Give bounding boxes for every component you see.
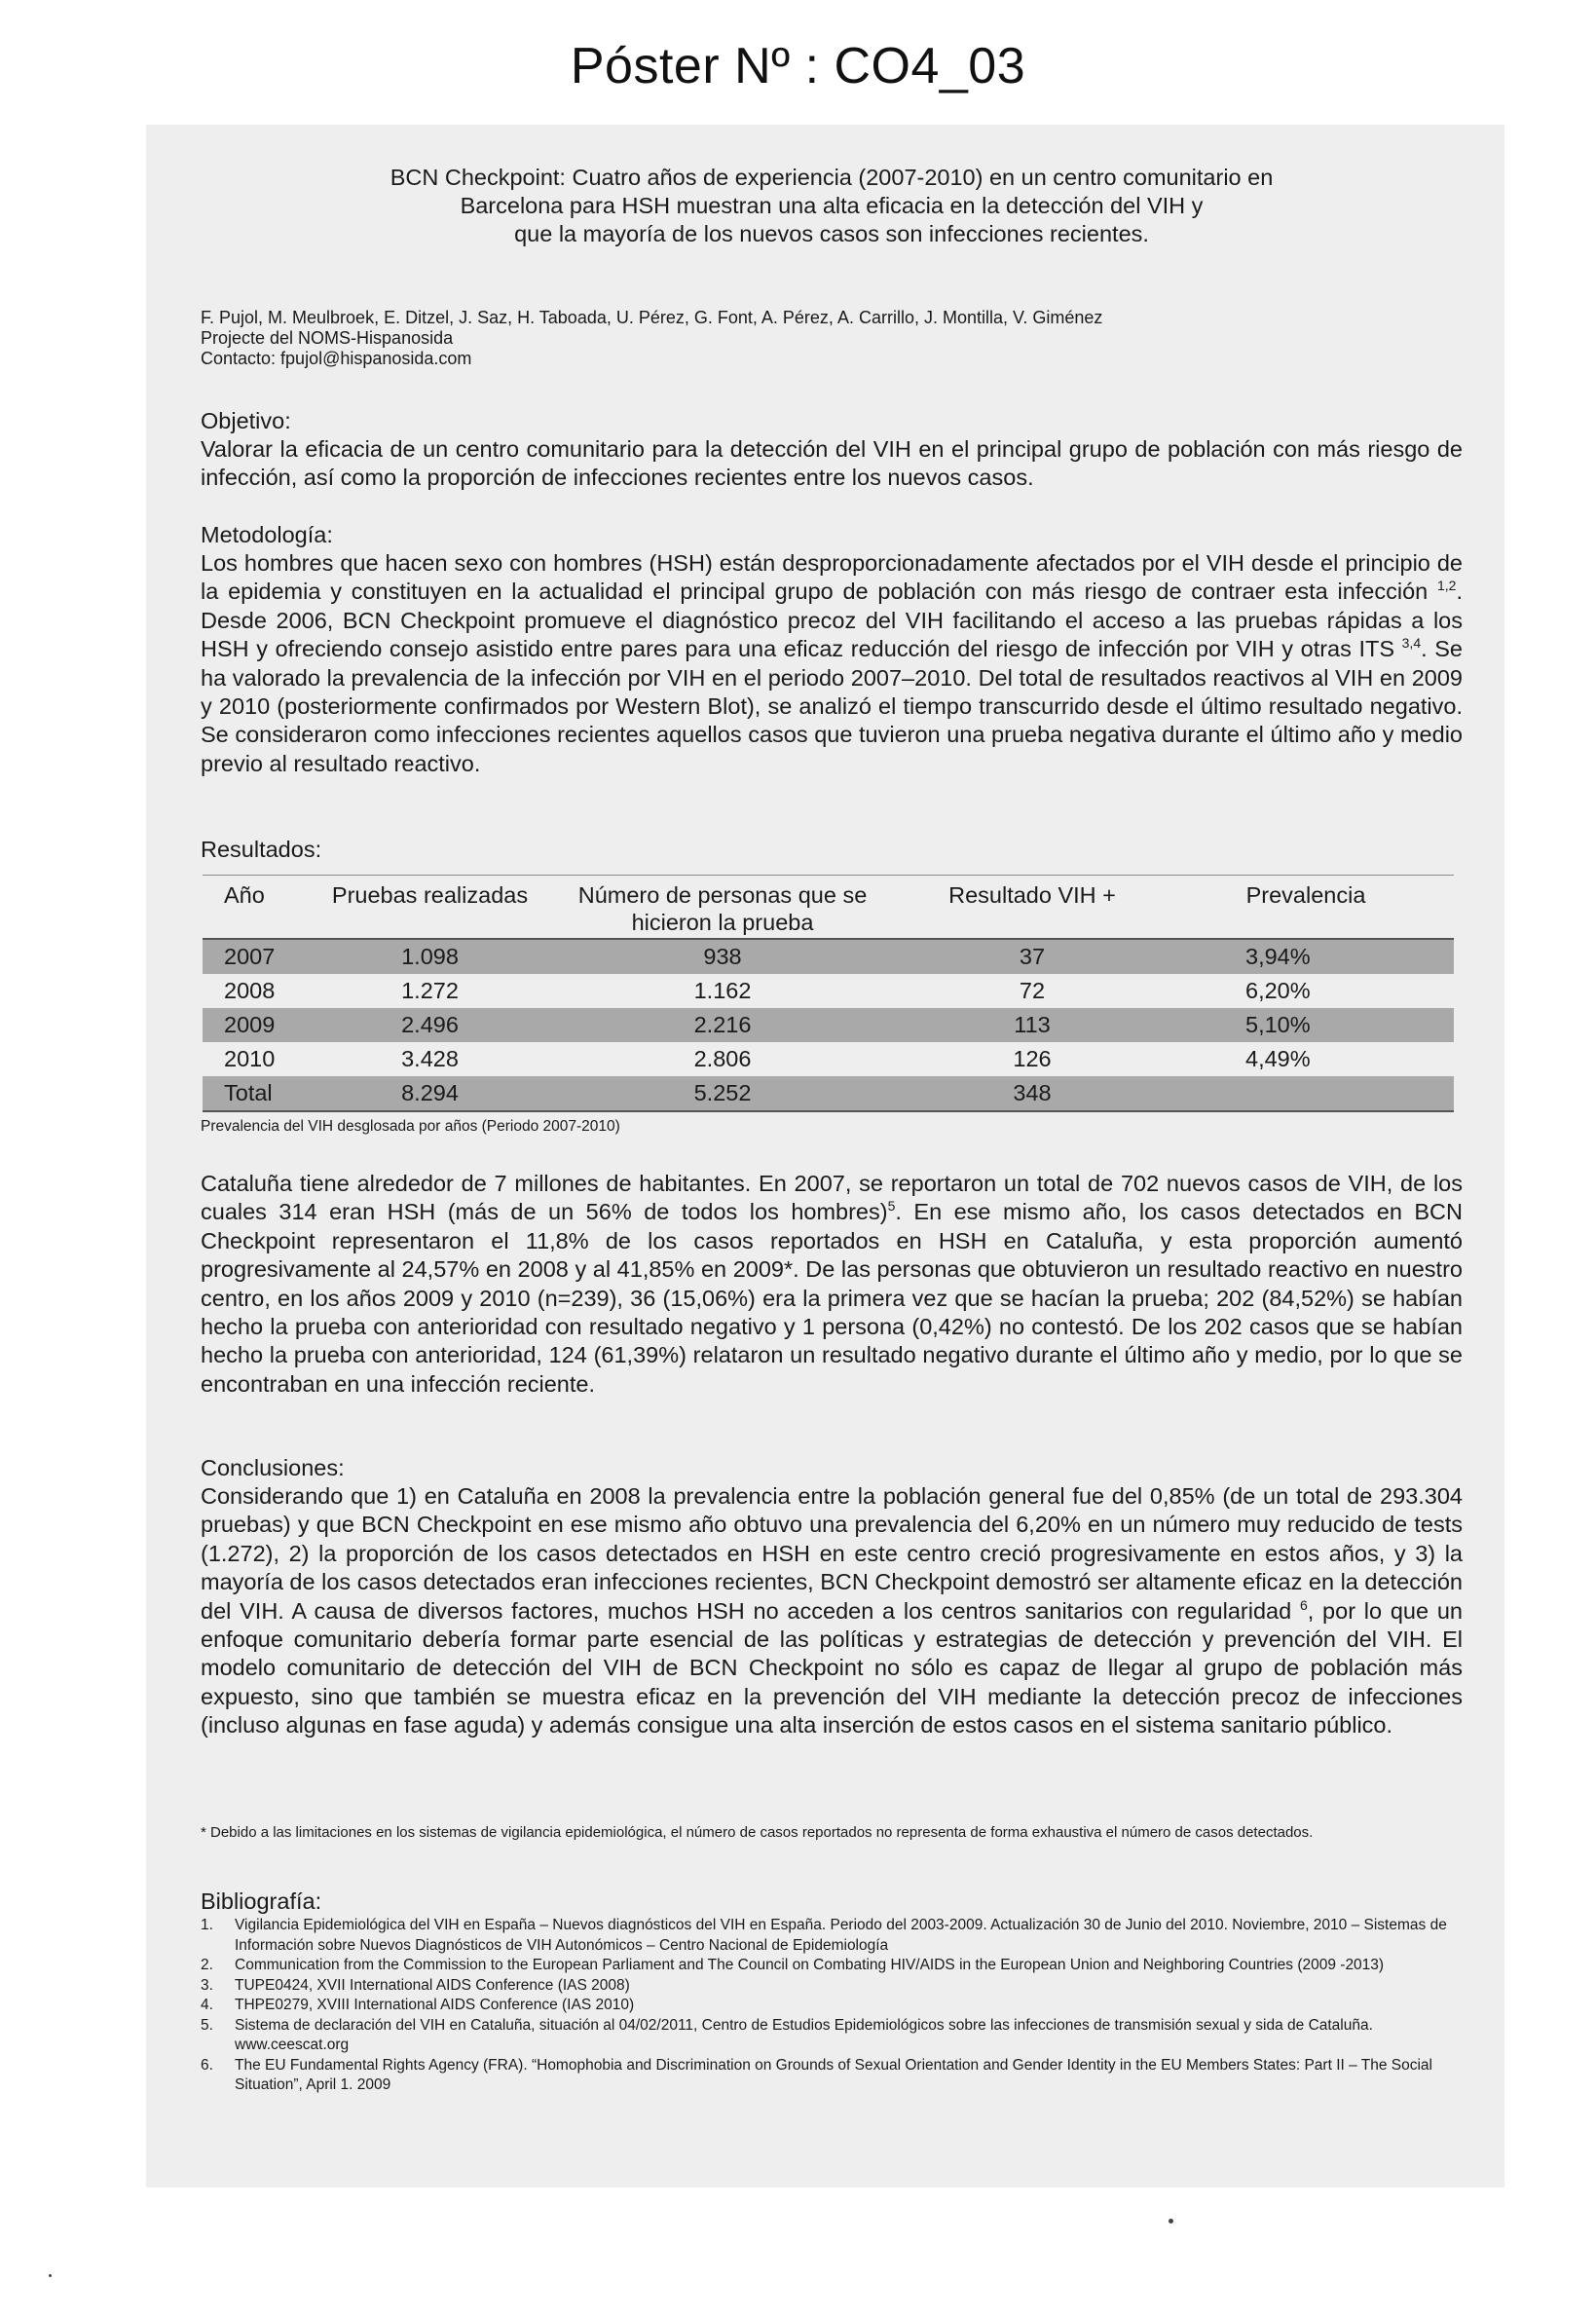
metodologia-heading: Metodología: <box>201 522 333 547</box>
table-cell: 2009 <box>203 1008 321 1042</box>
bib-number: 4. <box>201 1997 213 2013</box>
column-header: Año <box>203 876 321 940</box>
table-cell: 4,49% <box>1245 1046 1311 1071</box>
column-header: Resultado VIH + <box>907 876 1158 940</box>
column-header: Pruebas realizadas <box>321 876 538 940</box>
table-cell: 2010 <box>224 1046 276 1071</box>
metodologia-text-b: . Desde 2006, BCN Checkpoint promueve el diagnóstico precoz del VIH facilitando el acceso a las pruebas rápidas a los HSH y ofreciendo consejo asistido entre pares para una eficaz reducción del riesgo de infección por VIH y otras ITS <box>201 579 1463 662</box>
bib-number: 1. <box>201 1917 213 1933</box>
conclusiones-text-a: Considerando que 1) en Cataluña en 2008 la prevalencia entre la población general fue del 0,85% (de un total de 293.304 pruebas) y que BCN Checkpoint en ese mismo año obtuvo una prevalencia del 6,20% en un número muy reducido de tests (1.272), 2) la proporción de los casos detectados en HSH en este centro creció progresivamente en estos años, y 3) la mayoría de los casos detectados eran infecciones recientes, BCN Checkpoint demostró ser altamente eficaz en la detección del VIH. A causa de diversos factores, muchos HSH no acceden a los centros sanitarios con regularidad <box>201 1483 1463 1624</box>
objetivo-heading: Objetivo: <box>201 408 291 433</box>
contact-email: Contacto: fpujol@hispanosida.com <box>201 349 472 368</box>
headline-line: BCN Checkpoint: Cuatro años de experiencia (2007-2010) en un centro comunitario en <box>390 165 1274 190</box>
bibliography-list <box>201 1916 1463 2096</box>
column-header: Prevalencia <box>1158 876 1454 940</box>
bibliografia-section <box>201 1888 1463 2096</box>
table-caption: Prevalencia del VIH desglosada por años (Periodo 2007-2010) <box>201 1118 620 1135</box>
table-cell: 2.806 <box>693 1046 752 1071</box>
bibliography-item <box>201 1976 1463 1997</box>
table-cell: 113 <box>907 1008 1158 1042</box>
table-cell: 2.216 <box>538 1008 907 1042</box>
table-cell: 8.294 <box>321 1076 538 1111</box>
poster-title: Póster Nº : CO4_03 <box>570 38 1026 94</box>
citation-sup: 3,4 <box>1401 635 1422 652</box>
footnote: * Debido a las limitaciones en los sistemas de vigilancia epidemiológica, el número de casos reportados no representa de forma exhaustiva el número de casos detectados. <box>201 1824 1314 1841</box>
column-header: Número de personas que se hicieron la prueba <box>538 876 907 940</box>
objetivo-text: Valorar la eficacia de un centro comunitario para la detección del VIH en el principal grupo de población con más riesgo de infección, así como la proporción de infecciones recientes entre los nuevos casos. <box>201 436 1463 491</box>
metodologia-section <box>201 521 1463 778</box>
table-cell: 2007 <box>203 939 321 974</box>
conclusiones-section <box>201 1454 1463 1740</box>
table-cell: 348 <box>907 1076 1158 1111</box>
table-cell: 6,20% <box>1245 978 1311 1003</box>
table-header-row <box>203 876 1454 940</box>
resultados-text <box>201 1170 1463 1399</box>
bib-number: 5. <box>201 2016 213 2034</box>
conclusiones-heading: Conclusiones: <box>201 1455 345 1480</box>
table-cell <box>1158 1076 1454 1111</box>
table-cell: 37 <box>907 939 1158 974</box>
table-cell: 3,94% <box>1158 939 1454 974</box>
bibliography-item <box>201 1956 1463 1976</box>
bib-text: THPE0279, XVIII International AIDS Conference (IAS 2010) <box>235 1997 635 2013</box>
headline-line: Barcelona para HSH muestran una alta eficacia en la detección del VIH y <box>460 193 1204 218</box>
bibliography-item <box>201 2056 1463 2096</box>
objetivo-section <box>201 407 1463 492</box>
poster-headline <box>201 164 1463 248</box>
table-cell: 2008 <box>224 978 276 1003</box>
resultados-text-b: . En ese mismo año, los casos detectados en BCN Checkpoint representaron el 11,8% de los casos reportados en HSH en Cataluña, y esta proporción aumentó progresivamente al 24,57% en 2008 y al 41,85% en 2009*. De las personas que obtuvieron un resultado reactivo en nuestro centro, en los años 2009 y 2010 (n=239), 36 (15,06%) era la primera vez que se hacían la prueba; 202 (84,52%) se habían hecho la prueba con anterioridad con resultado negativo y 1 persona (0,42%) no contestó. De los 202 casos que se habían hecho la prueba con anterioridad, 124 (61,39%) relataron un resultado negativo durante el último año y medio, por lo que se encontraban en una infección reciente. <box>201 1199 1463 1397</box>
bib-number: 2. <box>201 1957 213 1973</box>
table-row <box>203 974 1454 1008</box>
bib-text: The EU Fundamental Rights Agency (FRA). “Homophobia and Discrimination on Grounds of Sexual Orientation and Gender Identity in the EU Members States: Part II – The Social Situation”, April 1. 2009 <box>235 2056 1432 2093</box>
metodologia-text-a: Los hombres que hacen sexo con hombres (HSH) están desproporcionadamente afectados por el VIH desde el principio de la epidemia y constituyen en la actualidad el principal grupo de población con más riesgo de contraer esta infección <box>201 550 1463 605</box>
citation-sup: 5 <box>887 1198 896 1215</box>
table-cell: 2.496 <box>321 1008 538 1042</box>
bib-text: TUPE0424, XVII International AIDS Conference (IAS 2008) <box>235 1976 630 1994</box>
scan-speck <box>49 2274 52 2277</box>
table-cell: Total <box>203 1076 321 1111</box>
table-cell: 126 <box>1013 1046 1052 1071</box>
bibliography-item <box>201 1996 1463 2016</box>
table-cell: 5.252 <box>538 1076 907 1111</box>
bib-text: Vigilancia Epidemiológica del VIH en España – Nuevos diagnósticos del VIH en España. Periodo del 2003-2009. Actualización 30 de Junio del 2010. Noviembre, 2010 – Sistemas de Información sobre Nuevos Diagnósticos de VIH Autonómicos – Centro Nacional de Epidemiología <box>235 1917 1447 1954</box>
bib-text: Communication from the Commission to the European Parliament and The Council on Combating HIV/AIDS in the European Union and Neighboring Countries (2009 -2013) <box>235 1957 1385 1973</box>
author-block <box>201 308 1463 369</box>
headline-line: que la mayoría de los nuevos casos son infecciones recientes. <box>514 221 1149 246</box>
results-table-wrap <box>203 875 1454 1112</box>
table-row <box>203 1008 1454 1042</box>
metodologia-text <box>201 549 1463 778</box>
table-cell: 3.428 <box>401 1046 459 1071</box>
table-cell: 72 <box>1019 978 1046 1003</box>
resultados-heading: Resultados: <box>201 837 322 862</box>
citation-sup: 6 <box>1299 1596 1308 1613</box>
scan-speck <box>1169 2219 1173 2224</box>
table-cell: 5,10% <box>1158 1008 1454 1042</box>
bib-number: 6. <box>201 2056 213 2074</box>
table-row <box>203 939 1454 974</box>
bib-number: 3. <box>201 1976 213 1994</box>
table-row-total <box>203 1076 1454 1111</box>
conclusiones-text <box>201 1482 1463 1740</box>
table-row <box>203 1042 1454 1076</box>
table-cell: 938 <box>538 939 907 974</box>
author-list: F. Pujol, M. Meulbroek, E. Ditzel, J. Saz, H. Taboada, U. Pérez, G. Font, A. Pérez, A. Carrillo, J. Montilla, V. Giménez <box>201 308 1103 327</box>
metodologia-text-c: . Se ha valorado la prevalencia de la infección por VIH en el periodo 2007–2010. Del total de resultados reactivos al VIH en 2009 y 2010 (posteriormente confirmados por Western Blot), se analizó el tiempo transcurrido desde el último resultado negativo. Se consideraron como infecciones recientes aquellos casos que tuvieron una prueba negativa durante el último año y medio previo al resultado reactivo. <box>201 636 1463 776</box>
results-table <box>203 875 1454 1112</box>
bibliografia-heading: Bibliografía: <box>201 1888 322 1914</box>
affiliation: Projecte del NOMS-Hispanosida <box>201 328 454 348</box>
bibliography-item <box>201 2016 1463 2056</box>
bib-text: Sistema de declaración del VIH en Cataluña, situación al 04/02/2011, Centro de Estudios Epidemiológicos sobre las infecciones de transmisión sexual y sida de Cataluña. www.ceescat.org <box>235 2016 1373 2053</box>
table-cell: 1.272 <box>401 978 459 1003</box>
bibliography-item <box>201 1916 1463 1956</box>
table-cell: 1.098 <box>321 939 538 974</box>
table-cell: 1.162 <box>693 978 752 1003</box>
conclusiones-text-b: , por lo que un enfoque comunitario debería formar parte esencial de las políticas y estrategias de detección y prevención del VIH. El modelo comunitario de detección del VIH de BCN Checkpoint no sólo es capaz de llegar al grupo de población más expuesto, sino que también se muestra eficaz en la prevención del VIH mediante la detección precoz de infecciones (incluso algunas en fase aguda) y además consigue una alta inserción de estos casos en el sistema sanitario público. <box>201 1597 1463 1738</box>
resultados-text-a: Cataluña tiene alrededor de 7 millones de habitantes. En 2007, se reportaron un total de 702 nuevos casos de VIH, de los cuales 314 eran HSH (más de un 56% de todos los hombres) <box>201 1171 1463 1225</box>
citation-sup: 1,2 <box>1437 578 1457 594</box>
